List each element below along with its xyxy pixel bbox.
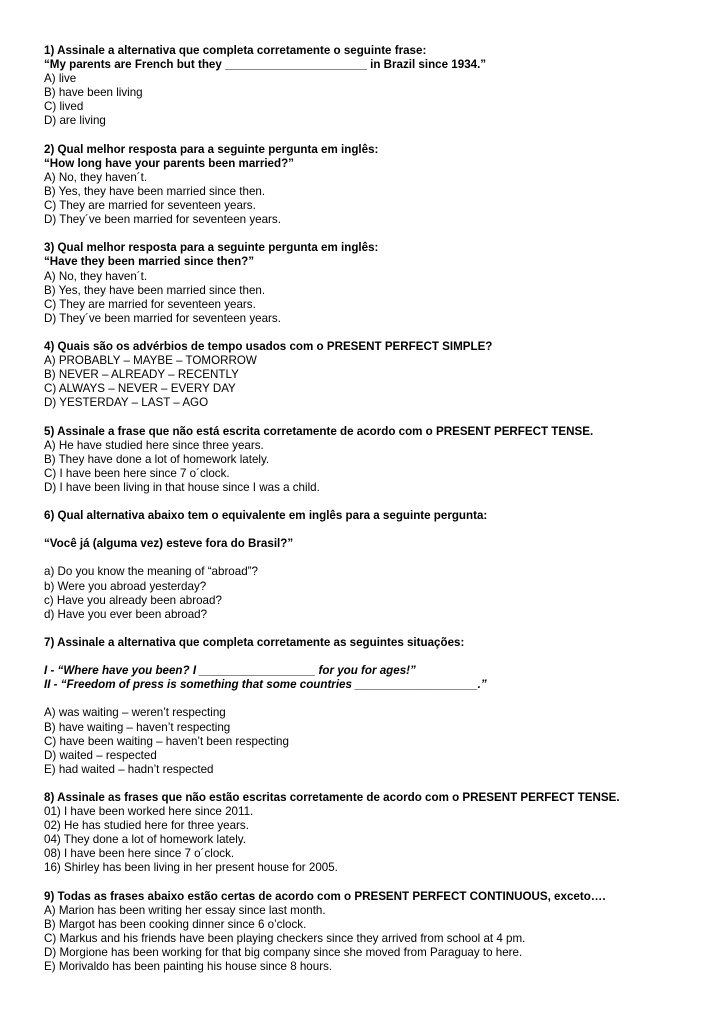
option: B) have waiting – haven’t respecting [44,720,231,734]
option: C) have been waiting – haven’t been respecting [44,734,289,748]
question-title: 5) Assinale a frase que não está escrita corretamente de acordo com o PRESENT PERFECT TENSE. [44,424,594,438]
option: C) ALWAYS – NEVER – EVERY DAY [44,382,236,396]
option: 04) They done a lot of homework lately. [44,833,246,847]
question-prompt: “My parents are French but they ______________________ in Brazil since 1934.” [44,58,487,72]
option: D) They´ve been married for seventeen years. [44,311,281,325]
option: c) Have you already been abroad? [44,593,222,607]
question-8 [44,791,704,876]
question-title: 6) Qual alternativa abaixo tem o equivalente em inglês para a seguinte pergunta: [44,509,488,523]
question-prompt: “Have they been married since then?” [44,255,255,269]
option: D) YESTERDAY – LAST – AGO [44,396,209,410]
option: C) I have been here since 7 o´clock. [44,466,230,480]
option: A) was waiting – weren’t respecting [44,706,226,720]
question-2 [44,143,704,228]
option: D) waited – respected [44,748,157,762]
option: B) Yes, they have been married since then. [44,283,266,297]
question-9 [44,890,704,975]
question-title: 9) Todas as frases abaixo estão certas de acordo com o PRESENT PERFECT CONTINUOUS, exceto…. [44,889,606,903]
option: D) They´ve been married for seventeen years. [44,213,281,227]
question-prompt: “Você já (alguma vez) esteve fora do Brasil?” [44,537,294,551]
option: D) are living [44,114,106,128]
option: 08) I have been here since 7 o´clock. [44,847,235,861]
spacer [44,650,704,664]
option: A) No, they haven´t. [44,170,148,184]
option: D) I have been living in that house since I was a child. [44,480,320,494]
option: 16) Shirley has been living in her present house for 2005. [44,861,338,875]
option: C) They are married for seventeen years. [44,297,256,311]
question-1 [44,44,704,129]
situation-1: I - “Where have you been? I __________________ for you for ages!” [44,664,416,678]
option: C) lived [44,100,84,114]
option: d) Have you ever been abroad? [44,607,208,621]
question-title: 7) Assinale a alternativa que completa corretamente as seguintes situações: [44,635,465,649]
question-title: 3) Qual melhor resposta para a seguinte pergunta em inglês: [44,241,379,255]
document-page [44,44,704,988]
question-7 [44,636,704,777]
question-5 [44,425,704,495]
question-title: 2) Qual melhor resposta para a seguinte pergunta em inglês: [44,142,379,156]
option: B) have been living [44,86,143,100]
question-title: 8) Assinale as frases que não estão escritas corretamente de acordo com o PRESENT PERFECT TENSE. [44,790,620,804]
situation-2: II - “Freedom of press is something that some countries ___________________.” [44,678,487,692]
spacer [44,523,704,537]
question-title: 4) Quais são os advérbios de tempo usados com o PRESENT PERFECT SIMPLE? [44,339,493,353]
question-title: 1) Assinale a alternativa que completa corretamente o seguinte frase: [44,44,427,57]
option: A) PROBABLY – MAYBE – TOMORROW [44,354,257,368]
option: A) live [44,72,77,86]
option: A) He have studied here since three years. [44,438,264,452]
question-3 [44,241,704,326]
option: a) Do you know the meaning of “abroad”? [44,565,258,579]
option: B) NEVER – ALREADY – RECENTLY [44,368,239,382]
question-6 [44,509,704,622]
option: B) Yes, they have been married since then. [44,184,266,198]
option: B) Margot has been cooking dinner since 6 o’clock. [44,917,307,931]
option: B) They have done a lot of homework lately. [44,452,270,466]
question-4 [44,340,704,410]
option: C) Markus and his friends have been playing checkers since they arrived from school at 4 pm. [44,931,526,945]
question-prompt: “How long have your parents been married?” [44,156,294,170]
option: A) Marion has been writing her essay since last month. [44,903,326,917]
option: D) Morgione has been working for that big company since she moved from Paraguay to here. [44,946,523,959]
spacer [44,692,704,706]
option: b) Were you abroad yesterday? [44,579,207,593]
option: C) They are married for seventeen years. [44,199,256,213]
option: A) No, they haven´t. [44,269,148,283]
option: 02) He has studied here for three years. [44,819,249,833]
option: E) had waited – hadn’t respected [44,762,214,776]
option: 01) I have been worked here since 2011. [44,805,254,819]
spacer [44,551,704,565]
option: E) Morivaldo has been painting his house since 8 hours. [44,960,333,974]
